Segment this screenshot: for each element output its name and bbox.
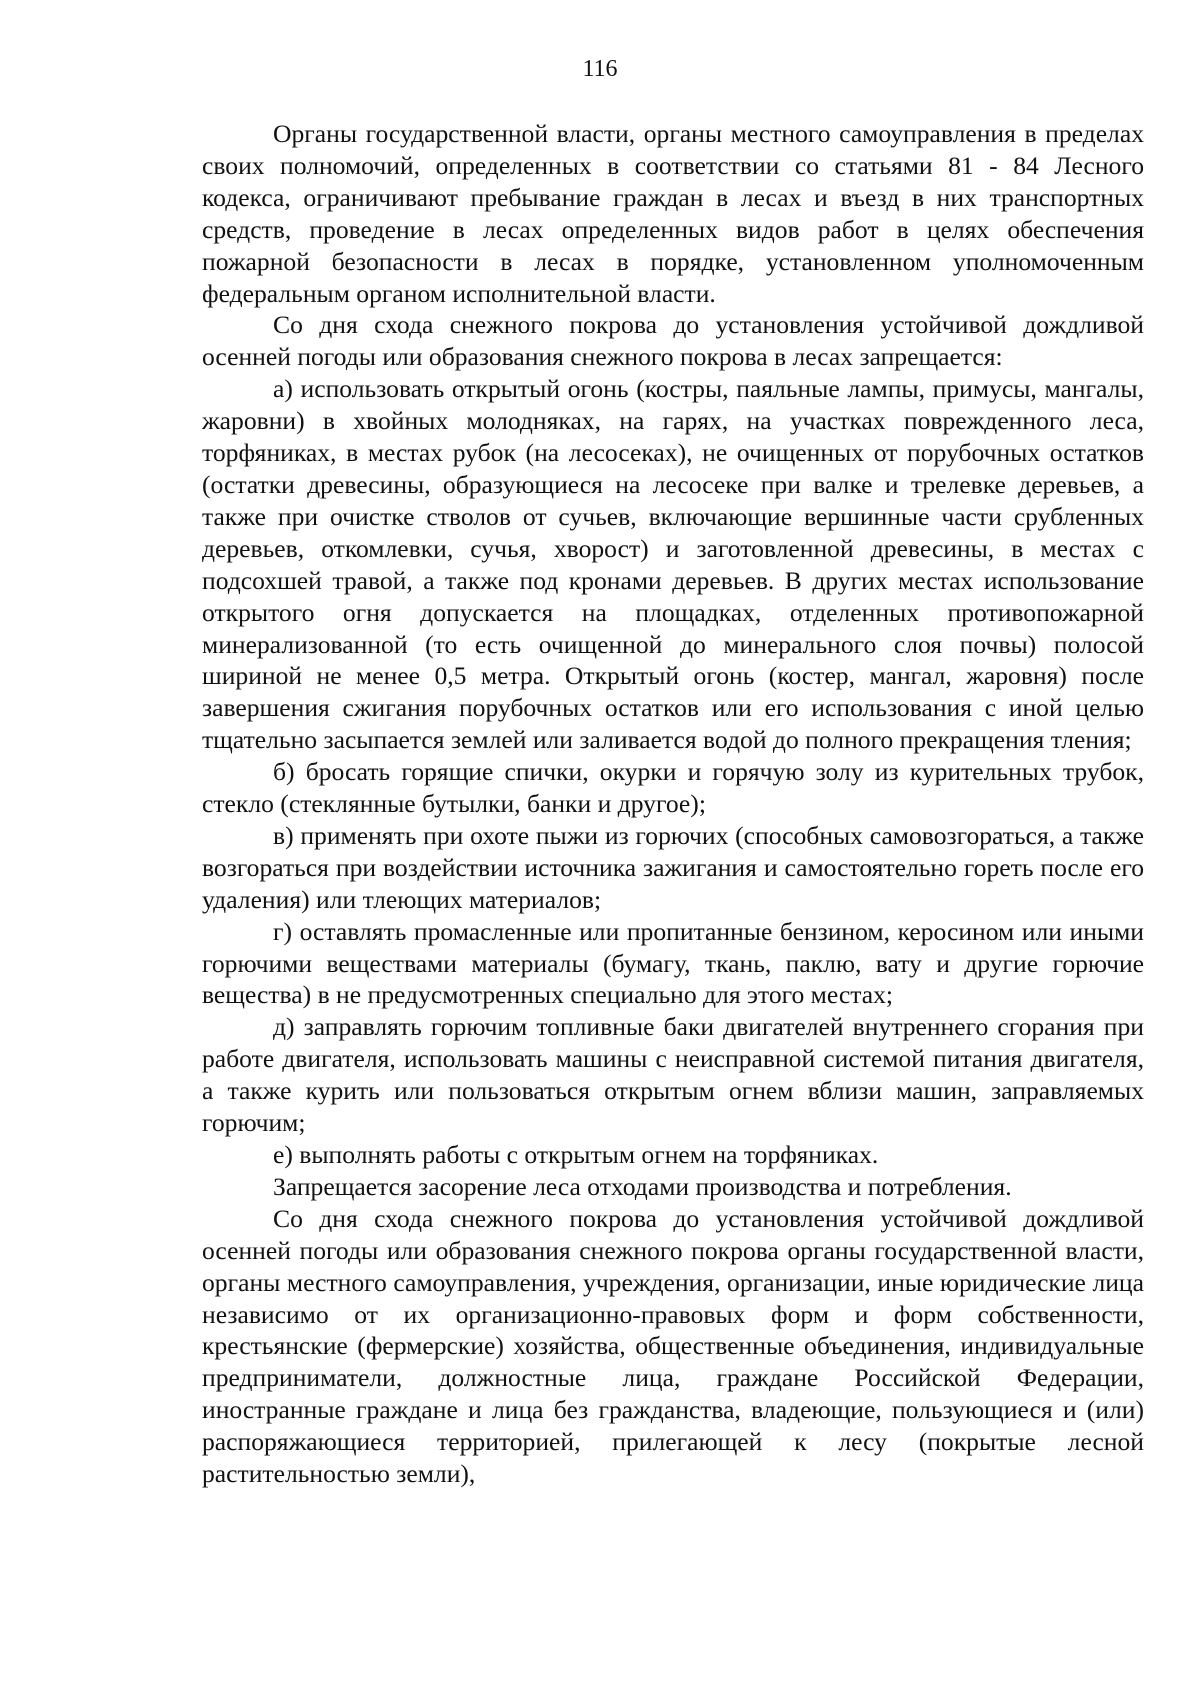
paragraph-littering-prohibited: Запрещается засорение леса отходами производства и потребления. [273,1171,1012,1201]
paragraph-territory-owners: Со дня схода снежного покрова до установления устойчивой дождливой осенней погоды или образования снежного покрова органы государственной власти, органы местного самоуправления, учреждения, организации, иные юридические лица независимо от их организационно-правовых форм и форм собственности, крестьянские (фермерские) хозяйства, общественные объединения, индивидуальные предприниматели, должностные лица, граждане Российской Федерации, иностранные граждане и лица без гражданства, владеющие, пользующиеся и (или) распоряжающиеся территорией, прилегающей к лесу (покрытые лесной растительностью земли), [202,1203,1144,1489]
list-item-v-hunting-wads: в) применять при охоте пыжи из горючих (способных самовозгораться, а также возгораться при воздействии источника зажигания и самостоятельно гореть после его удаления) или тлеющих материалов; [202,820,1144,914]
list-item-b-throwing-matches: б) бросать горящие спички, окурки и горячую золу из курительных трубок, стекло (стеклянные бутылки, банки и другое); [202,757,1144,819]
list-item-d-refueling: д) заправлять горючим топливные баки двигателей внутреннего сгорания при работе двигателя, использовать машины с неисправной системой питания двигателя, а также курить или пользоваться открытым огнем вблизи машин, заправляемых горючим; [202,1012,1144,1138]
list-item-g-oiled-materials: г) оставлять промасленные или пропитанные бензином, керосином или иными горючими веществами материалы (бумагу, ткань, паклю, вату и другие горючие вещества) в не предусмотренных специально для этого местах; [202,916,1144,1010]
document-body [202,118,1144,1490]
list-item-e-peatlands: е) выполнять работы с открытым огнем на торфяниках. [273,1140,879,1169]
paragraph-authorities-restrict-access: Органы государственной власти, органы местного самоуправления в пределах своих полномочий, определенных в соответствии со статьями 81 - 84 Лесного кодекса, ограничивают пребывание граждан в лесах и въезд в них транспортных средств, проведение в лесах определенных видов работ в целях обеспечения пожарной безопасности в лесах в порядке, установленном уполномоченным федеральным органом исполнительной власти. [202,119,1144,308]
paragraph-prohibitions-intro: Со дня схода снежного покрова до установления устойчивой дождливой осенней погоды или образования снежного покрова в лесах запрещается: [202,310,1144,372]
page-number: 116 [582,56,618,82]
list-item-a-open-fire: а) использовать открытый огонь (костры, паяльные лампы, примусы, мангалы, жаровни) в хвойных молодняках, на гарях, на участках поврежденного леса, торфяниках, в местах рубок (на лесосеках), не очищенных от порубочных остатков (остатки древесины, образующиеся на лесосеке при валке и трелевке деревьев, а также при очистке стволов от сучьев, включающие вершинные части срубленных деревьев, откомлевки, сучья, хворост) и заготовленной древесины, в местах с подсохшей травой, а также под кронами деревьев. В других местах использование открытого огня допускается на площадках, отделенных противопожарной минерализованной (то есть очищенной до минерального слоя почвы) полосой шириной не менее 0,5 метра. Открытый огонь (костер, мангал, жаровня) после завершения сжигания порубочных остатков или его использования с иной целью тщательно засыпается землей или заливается водой до полного прекращения тления; [202,374,1144,755]
